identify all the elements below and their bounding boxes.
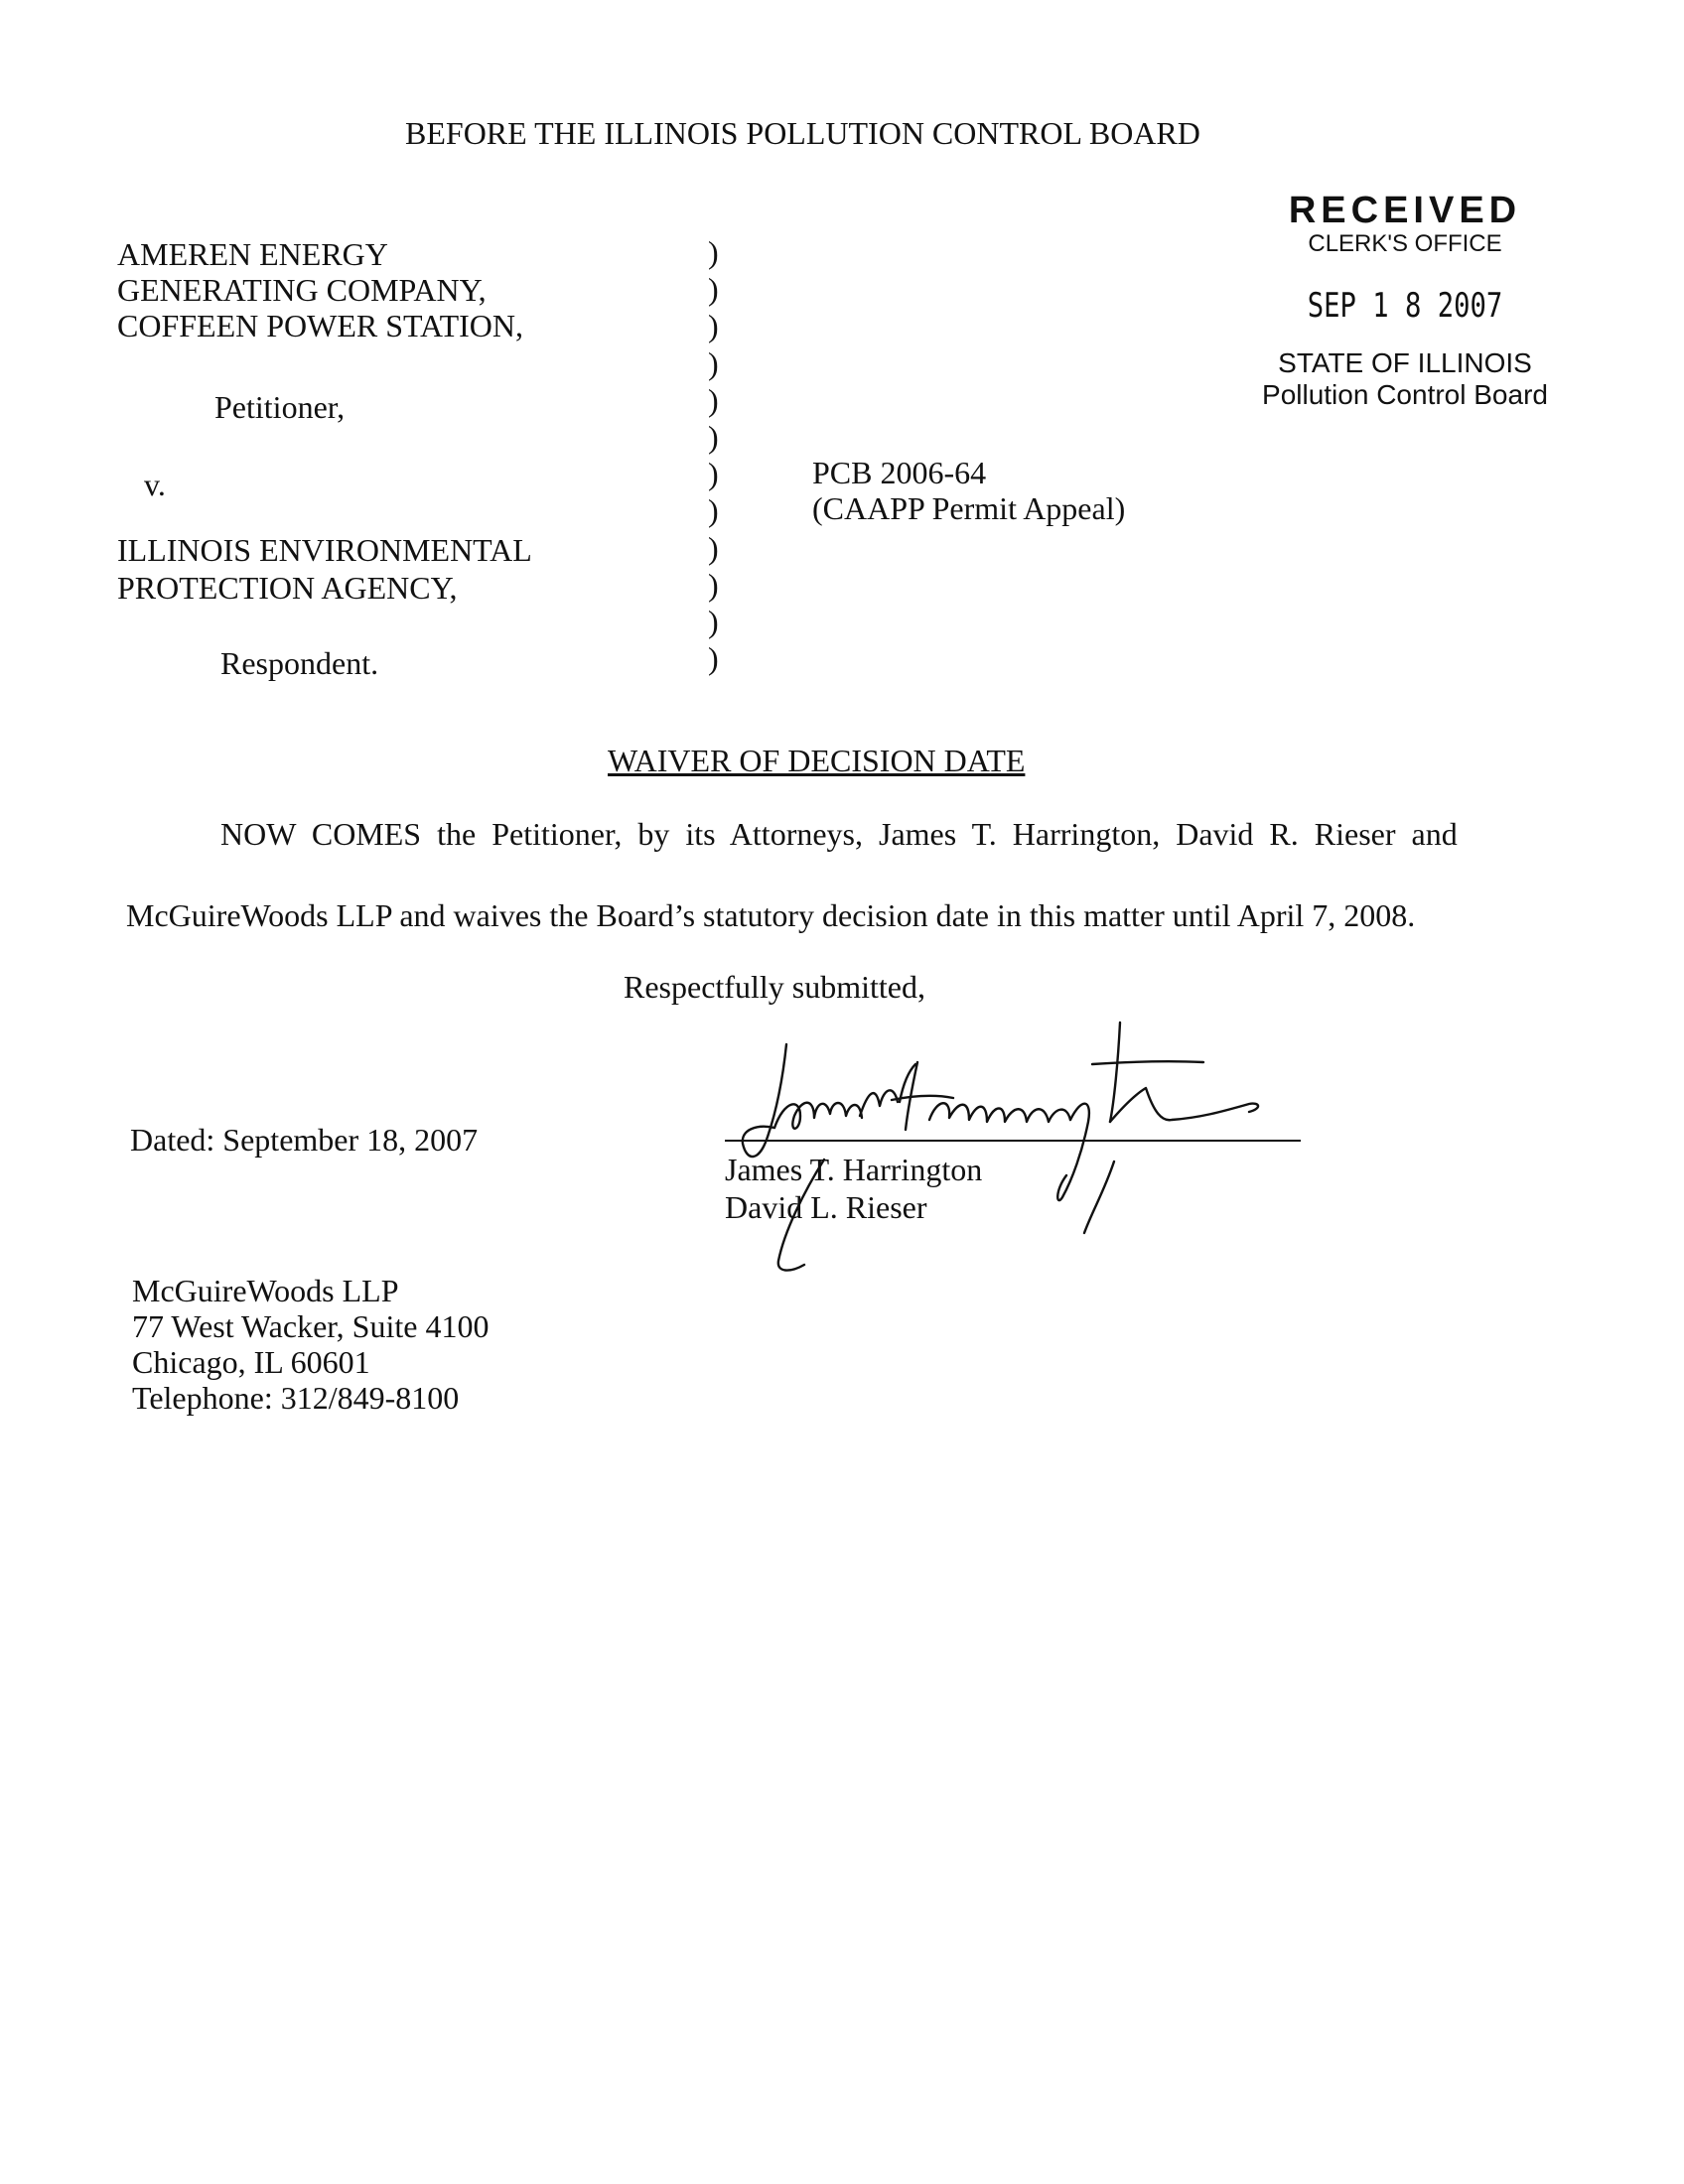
caption-paren: ) <box>708 529 719 566</box>
caption-paren: ) <box>708 604 719 640</box>
dated-line: Dated: September 18, 2007 <box>130 1122 479 1158</box>
caption-paren: ) <box>708 419 719 456</box>
case-type: (CAAPP Permit Appeal) <box>812 490 1126 526</box>
caption-paren: ) <box>708 456 719 492</box>
caption-paren: ) <box>708 566 719 603</box>
signer-name: David L. Rieser <box>725 1189 927 1225</box>
case-number: PCB 2006-64 <box>812 455 987 490</box>
petitioner-name-line: COFFEEN POWER STATION, <box>117 308 524 343</box>
caption-paren: ) <box>708 381 719 418</box>
petitioner-name-line: GENERATING COMPANY, <box>117 272 487 308</box>
caption-paren: ) <box>708 640 719 677</box>
address-line: 77 West Wacker, Suite 4100 <box>132 1308 490 1344</box>
document-title: WAIVER OF DECISION DATE <box>608 743 1026 778</box>
caption-paren: ) <box>708 344 719 381</box>
petitioner-role: Petitioner, <box>214 389 346 425</box>
caption-paren: ) <box>708 308 719 344</box>
received-stamp <box>1241 191 1569 411</box>
board-heading: BEFORE THE ILLINOIS POLLUTION CONTROL BOARD <box>405 115 1200 151</box>
caption-paren: ) <box>708 234 719 270</box>
respondent-name-line: PROTECTION AGENCY, <box>117 570 458 606</box>
stamp-state: STATE OF ILLINOIS <box>1278 347 1532 378</box>
petitioner-name-line: AMEREN ENERGY <box>117 236 388 272</box>
caption-paren: ) <box>708 271 719 308</box>
signer-name: James T. Harrington <box>725 1152 983 1187</box>
stamp-board: Pollution Control Board <box>1262 379 1548 410</box>
address-line: Telephone: 312/849-8100 <box>132 1380 460 1416</box>
caption-paren: ) <box>708 492 719 529</box>
body-paragraph-line: NOW COMES the Petitioner, by its Attorneys, James T. Harrington, David R. Rieser and <box>220 816 1458 852</box>
address-line: McGuireWoods LLP <box>132 1273 399 1308</box>
respondent-name-line: ILLINOIS ENVIRONMENTAL <box>117 532 532 568</box>
caption-divider <box>708 234 728 677</box>
respondent-role: Respondent. <box>220 645 379 681</box>
stamp-date: SEP 1 8 2007 <box>1307 286 1503 326</box>
stamp-received: RECEIVED <box>1288 190 1522 231</box>
address-line: Chicago, IL 60601 <box>132 1344 370 1380</box>
closing-text: Respectfully submitted, <box>624 969 925 1005</box>
versus-label: v. <box>144 467 166 502</box>
body-paragraph-line: McGuireWoods LLP and waives the Board’s statutory decision date in this matter until April 7, 2008. <box>126 897 1416 933</box>
stamp-office: CLERK'S OFFICE <box>1308 230 1502 257</box>
